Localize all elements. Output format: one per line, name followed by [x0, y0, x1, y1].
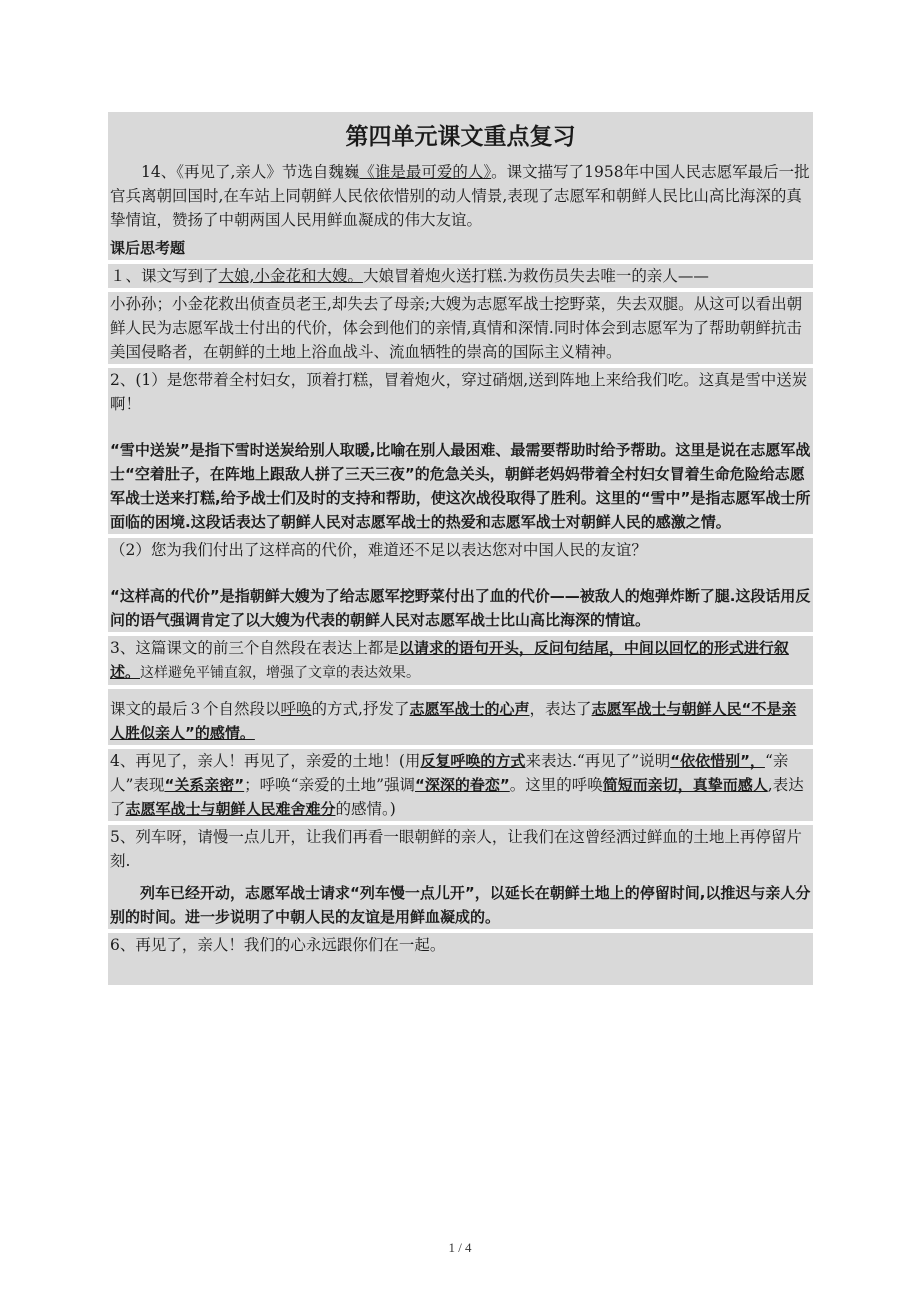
question-3-block — [108, 636, 813, 685]
answer-2-1: “雪中送炭”是指下雪时送炭给别人取暖,比喻在别人最困难、最需要帮助时给予帮助。这里是说在志愿军战士“空着肚子，在阵地上跟敌人拼了三天三夜”的危急关头，朝鲜老妈妈带着全村妇女冒着生命危险给志愿军战士送来打糕,给予战士们及时的支持和帮助，使这次战役取得了胜利。这里的“雪中”是指志愿军战士所面临的困境.这段话表达了朝鲜人民对志愿军战士的热爱和志愿军战士对朝鲜人民的感激之情。 — [110, 441, 811, 531]
question-2-1: 2、(1）是您带着全村妇女，顶着打糕，冒着炮火，穿过硝烟,送到阵地上来给我们吃。这真是雪中送炭啊！ — [110, 371, 808, 413]
q4-underline-2: “依依惜别”， — [670, 752, 765, 770]
q3-underline-3: 志愿军战士的心声 — [409, 700, 530, 718]
q4-text: 4、再见了，亲人！再见了，亲爱的土地！(用 — [110, 752, 421, 770]
q3-underline: 以请求的语句开头，反问句结尾，中间以回忆的形式进行叙述。 — [110, 639, 789, 681]
intro-text-rest: 。课文描写了1958年中国人民志愿军最后一批官兵离朝回国时,在车站上同朝鲜人民依依惜别的动人情景,表现了志愿军和朝鲜人民比山高比海深的真挚情谊，赞扬了中朝两国人民用鲜血凝成的伟大友谊。 — [110, 163, 810, 229]
intro-paragraph — [108, 160, 813, 232]
q3-underline-2: 呼唤 — [280, 700, 312, 718]
q4-text-5: 。这里的呼唤 — [509, 776, 603, 794]
q4-text-7: 的感情。) — [335, 800, 396, 818]
title-band — [108, 112, 813, 260]
q4-text-4: ；呼唤“亲爱的土地”强调 — [244, 776, 416, 794]
section-heading: 课后思考题 — [110, 239, 186, 257]
question-4-block — [108, 749, 813, 821]
book-title: 《谁是最可爱的人》 — [359, 163, 492, 181]
q4-underline-3: “关系亲密” — [164, 776, 245, 794]
q4-underline-4: “深深的眷恋” — [415, 776, 510, 794]
page-title: 第四单元课文重点复习 — [345, 124, 576, 150]
answer-5: 列车已经开动，志愿军战士请求“列车慢一点儿开”，以延长在朝鲜土地上的停留时间,以推迟与亲人分别的时间。进一步说明了中朝人民的友谊是用鲜血凝成的。 — [110, 884, 811, 926]
question-4 — [108, 749, 813, 821]
question-5: 5、列车呀，请慢一点儿开，让我们再看一眼朝鲜的亲人，让我们在这曾经洒过鲜血的土地上再停留片刻. — [110, 828, 802, 870]
question-1-cont: 小孙孙；小金花救出侦查员老王,却失去了母亲;大嫂为志愿军战士挖野菜，失去双腿。从这可以看出朝鲜人民为志愿军战士付出的代价，体会到他们的亲情,真情和深情.同时体会到志愿军为了帮助朝鲜抗击美国侵略者，在朝鲜的土地上浴血战斗、流血牺牲的崇高的国际主义精神。 — [110, 295, 803, 361]
q4-text-6: ,表达了 — [110, 776, 804, 818]
q3-underline-4: 志愿军战士与朝鲜人民“不是亲人胜似亲人”的感情。 — [110, 700, 797, 742]
question-3-cont — [108, 697, 813, 745]
q1-underline: 大娘,小金花和大嫂。 — [218, 267, 363, 285]
q4-underline-5: 简短而亲切，真挚而感人 — [602, 776, 768, 794]
q4-text-2: 来表达.“再见了”说明 — [525, 752, 671, 770]
q3-text-2: 这样避免平铺直叙，增强了文章的表达效果。 — [140, 665, 421, 681]
q3-text-3: 课文的最后３个自然段以 — [110, 700, 281, 718]
question-5-block — [108, 825, 813, 929]
answer-2-2: “这样高的代价”是指朝鲜大嫂为了给志愿军挖野菜付出了血的代价——被敌人的炮弹炸断了腿.这段话用反问的语气强调肯定了以大嫂为代表的朝鲜人民对志愿军战士比山高比海深的情谊。 — [110, 587, 811, 629]
question-6: 6、再见了，亲人！我们的心永远跟你们在一起。 — [110, 936, 446, 954]
page-number: 1 / 4 — [448, 1240, 472, 1255]
question-2-2: （2）您为我们付出了这样高的代价，难道还不足以表达您对中国人民的友谊？ — [110, 541, 647, 559]
question-2-block — [108, 368, 813, 534]
q3-text: 3、这篇课文的前三个自然段在表达上都是 — [110, 639, 399, 657]
q4-text-3: “亲人”表现 — [110, 752, 789, 794]
question-6-block — [108, 933, 813, 985]
intro-text: 14、《再见了,亲人》节选自魏巍 — [141, 163, 360, 181]
q3-text-4: 的方式,抒发了 — [311, 700, 410, 718]
q4-underline: 反复呼唤的方式 — [420, 752, 526, 770]
question-1 — [108, 264, 813, 288]
q3-text-5: ，表达了 — [529, 700, 592, 718]
question-1-block — [108, 264, 813, 288]
q1-text-2: 大娘冒着炮火送打糕.为救伤员失去唯一的亲人—— — [362, 267, 709, 285]
document-page — [108, 112, 813, 985]
q4-underline-6: 志愿军战士与朝鲜人民难舍难分 — [125, 800, 336, 818]
question-3 — [108, 636, 813, 685]
q1-text: １、课文写到了 — [110, 267, 219, 285]
